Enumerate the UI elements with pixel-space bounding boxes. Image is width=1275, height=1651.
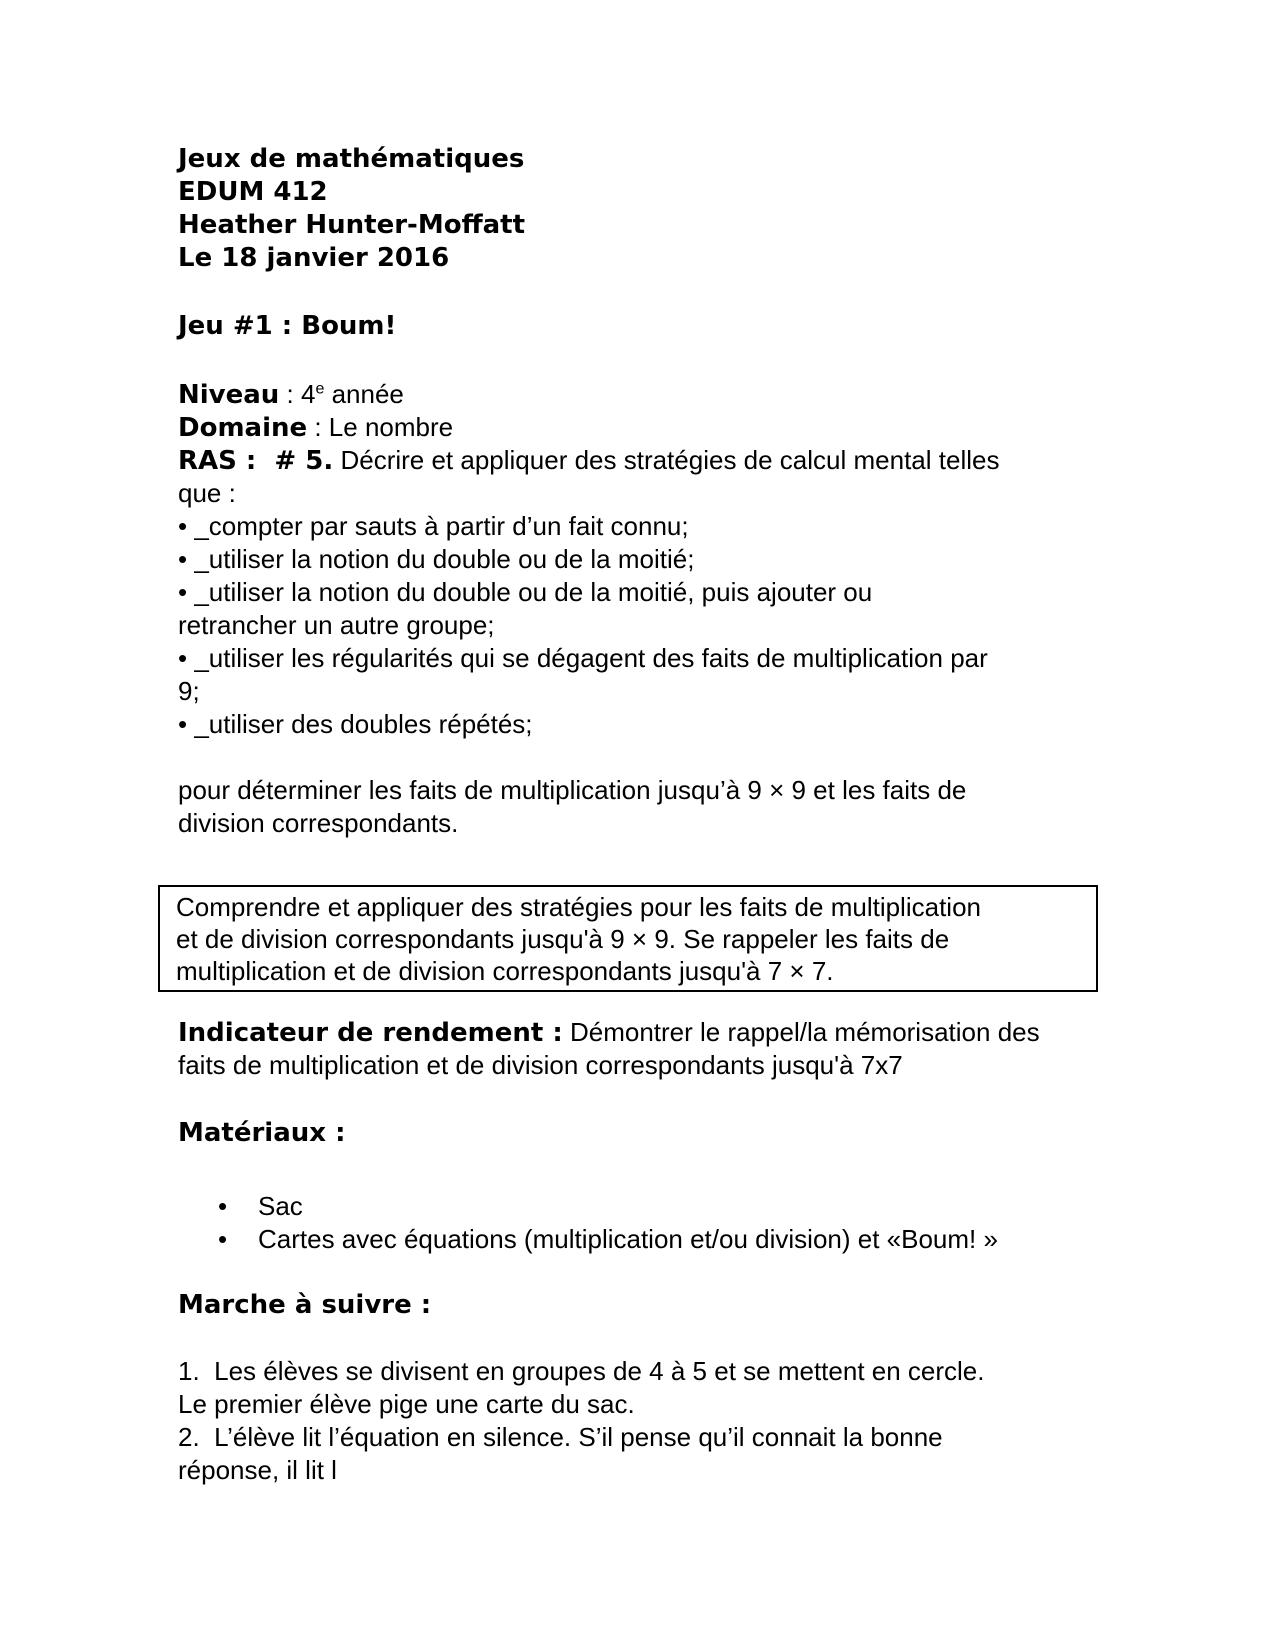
ras-line-1 xyxy=(178,444,1078,477)
course-code: EDUM 412 xyxy=(178,177,328,207)
list-item-cartes xyxy=(178,1223,1078,1256)
doc-date: Le 18 janvier 2016 xyxy=(178,243,450,273)
ras-bullet-4: • _utiliser les régularités qui se dégagent des faits de multiplication par xyxy=(178,643,988,673)
pour-line-1: pour déterminer les faits de multiplication jusqu’à 9 × 9 et les faits de xyxy=(178,775,967,805)
bullet-icon: • xyxy=(218,1191,228,1221)
indicateur-line-1 xyxy=(178,1016,1078,1049)
document-content xyxy=(178,143,1078,1487)
step-1-line-2: Le premier élève pige une carte du sac. xyxy=(178,1389,635,1419)
pour-line-2: division correspondants. xyxy=(178,808,459,838)
step-2-line-1: 2. L’élève lit l’équation en silence. S’il pense qu’il connait la bonne xyxy=(178,1422,943,1452)
ras-bullet-3-continuation: retrancher un autre groupe; xyxy=(178,610,495,640)
doc-header xyxy=(178,143,1078,275)
field-indicateur xyxy=(178,1016,1078,1082)
outcome-box-line-2: et de division correspondants jusqu'à 9 × 9. Se rappeler les faits de xyxy=(176,924,950,954)
domaine-label: Domaine xyxy=(178,413,308,443)
field-niveau xyxy=(178,378,1078,411)
ras-bullet-2: • _utiliser la notion du double ou de la moitié; xyxy=(178,544,695,574)
niveau-label: Niveau xyxy=(178,380,280,410)
outcome-box xyxy=(158,885,1098,992)
marche-heading: Marche à suivre : xyxy=(178,1290,432,1320)
author-name: Heather Hunter-Moffatt xyxy=(178,210,526,240)
outcome-box-line-3: multiplication et de division correspondants jusqu'à 7 × 7. xyxy=(176,956,834,986)
paragraph-pour xyxy=(178,774,1078,840)
ras-bullet-list xyxy=(178,510,1078,741)
ras-bullet-3: • _utiliser la notion du double ou de la moitié, puis ajouter ou xyxy=(178,577,873,607)
ras-label: RAS : # 5. xyxy=(178,446,334,476)
ras-bullet-5: • _utiliser des doubles répétés; xyxy=(178,709,533,739)
indicateur-label: Indicateur de rendement : xyxy=(178,1018,563,1048)
niveau-superscript: e xyxy=(315,380,325,398)
step-1-line-1: 1. Les élèves se divisent en groupes de 4 à 5 et se mettent en cercle. xyxy=(178,1356,985,1386)
list-item-sac xyxy=(178,1190,1078,1223)
list-item-label: Cartes avec équations (multiplication et/ou division) et «Boum! » xyxy=(258,1224,998,1254)
bullet-icon: • xyxy=(218,1224,228,1254)
ras-text: Décrire et appliquer des stratégies de calcul mental telles xyxy=(333,445,1000,475)
step-2-line-2: réponse, il lit l xyxy=(178,1455,337,1485)
niveau-value-pre: : 4 xyxy=(279,379,316,409)
outcome-box-line-1: Comprendre et appliquer des stratégies pour les faits de multiplication xyxy=(176,892,981,922)
materiaux-list xyxy=(178,1190,1078,1256)
ras-bullet-4-continuation: 9; xyxy=(178,676,200,706)
field-ras xyxy=(178,444,1078,510)
list-item-label: Sac xyxy=(258,1191,303,1221)
ras-bullet-1: • _compter par sauts à partir d’un fait connu; xyxy=(178,511,689,541)
indicateur-text: Démontrer le rappel/la mémorisation des xyxy=(562,1017,1040,1047)
game-title: Jeu #1 : Boum! xyxy=(178,311,397,341)
ras-line-2: que : xyxy=(178,478,236,508)
field-domaine xyxy=(178,411,1078,444)
domaine-value: : Le nombre xyxy=(307,412,454,442)
doc-title: Jeux de mathématiques xyxy=(178,144,525,174)
steps-list xyxy=(178,1355,1078,1487)
materiaux-heading: Matériaux : xyxy=(178,1118,346,1148)
niveau-value-post: année xyxy=(324,379,404,409)
indicateur-line-2: faits de multiplication et de division correspondants jusqu'à 7x7 xyxy=(178,1050,903,1080)
